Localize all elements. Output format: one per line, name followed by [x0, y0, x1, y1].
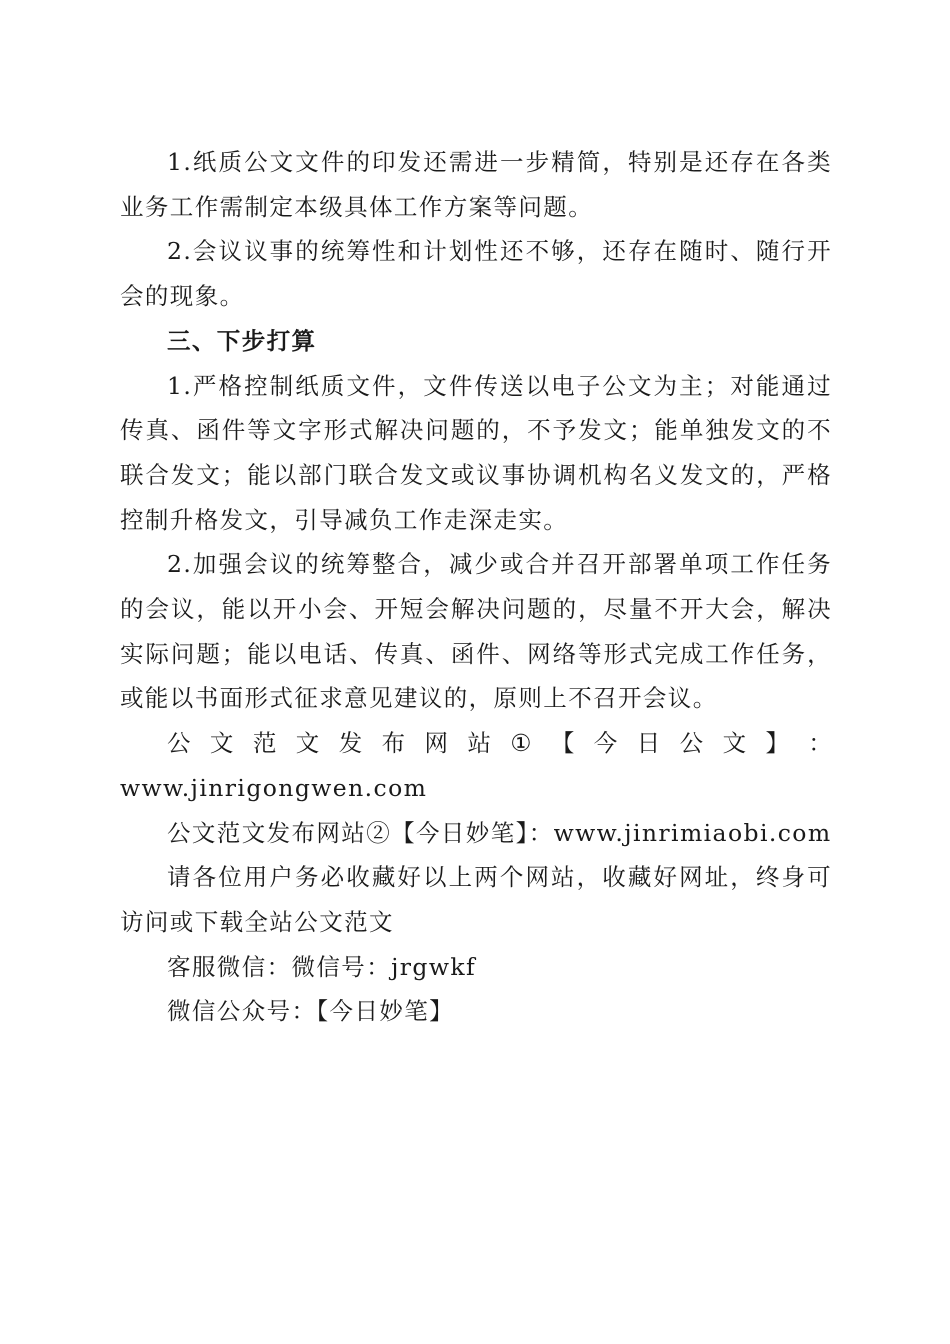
- site2-line: 公文范文发布网站②【今日妙笔】：www.jinrimiaobi.com: [167, 818, 832, 847]
- site1-label-char: 文: [722, 729, 747, 758]
- bookmark-notice: 请各位用户务必收藏好以上两个网站，收藏好网址，终身可访问或下载全站公文范文: [120, 863, 832, 936]
- site1-label-char: ①: [510, 729, 532, 758]
- site1-label-char: 文: [209, 729, 234, 758]
- site1-label-char: 发: [338, 729, 363, 758]
- site1-label-char: 日: [636, 729, 661, 758]
- site1-label: [120, 721, 832, 766]
- site1-label-char: 公: [679, 729, 704, 758]
- plan-paragraph-2: 2.加强会议的统筹整合，减少或合并召开部署单项工作任务的会议，能以开小会、开短会解决问题的，尽量不开大会，解决实际问题；能以电话、传真、函件、网络等形式完成工作任务，或能以书面形式征求意见建议的，原则上不召开会议。: [120, 550, 832, 713]
- site1-label-char: 【: [550, 729, 575, 758]
- issue-paragraph-1: 1.纸质公文文件的印发还需进一步精简，特别是还存在各类业务工作需制定本级具体工作方案等问题。: [120, 148, 832, 221]
- site1-label-char: 公: [167, 729, 191, 758]
- site1-label-char: 文: [295, 729, 320, 758]
- site1-label-char: 布: [381, 729, 406, 758]
- issue-paragraph-2: 2.会议议事的统筹性和计划性还不够，还存在随时、随行开会的现象。: [120, 237, 832, 311]
- site1-label-char: ：: [808, 729, 832, 758]
- site1-label-char: 】: [765, 729, 789, 758]
- document-body: [120, 140, 832, 1034]
- site1-label-char: 站: [467, 729, 491, 758]
- site1-label-char: 今: [593, 729, 618, 758]
- site1-label-char: 范: [252, 729, 277, 758]
- service-wechat: 客服微信：微信号：jrgwkf: [167, 952, 477, 981]
- site1-label-char: 网: [424, 729, 449, 758]
- section-heading: 三、下步打算: [167, 326, 317, 355]
- site1-url: www.jinrigongwen.com: [120, 773, 428, 802]
- official-account: 微信公众号：【今日妙笔】: [167, 997, 455, 1026]
- plan-paragraph-1: 1.严格控制纸质文件，文件传送以电子公文为主；对能通过传真、函件等文字形式解决问题的，不予发文；能单独发文的不联合发文；能以部门联合发文或议事协调机构名义发文的，严格控制升格发文，引导减负工作走深走实。: [120, 371, 832, 534]
